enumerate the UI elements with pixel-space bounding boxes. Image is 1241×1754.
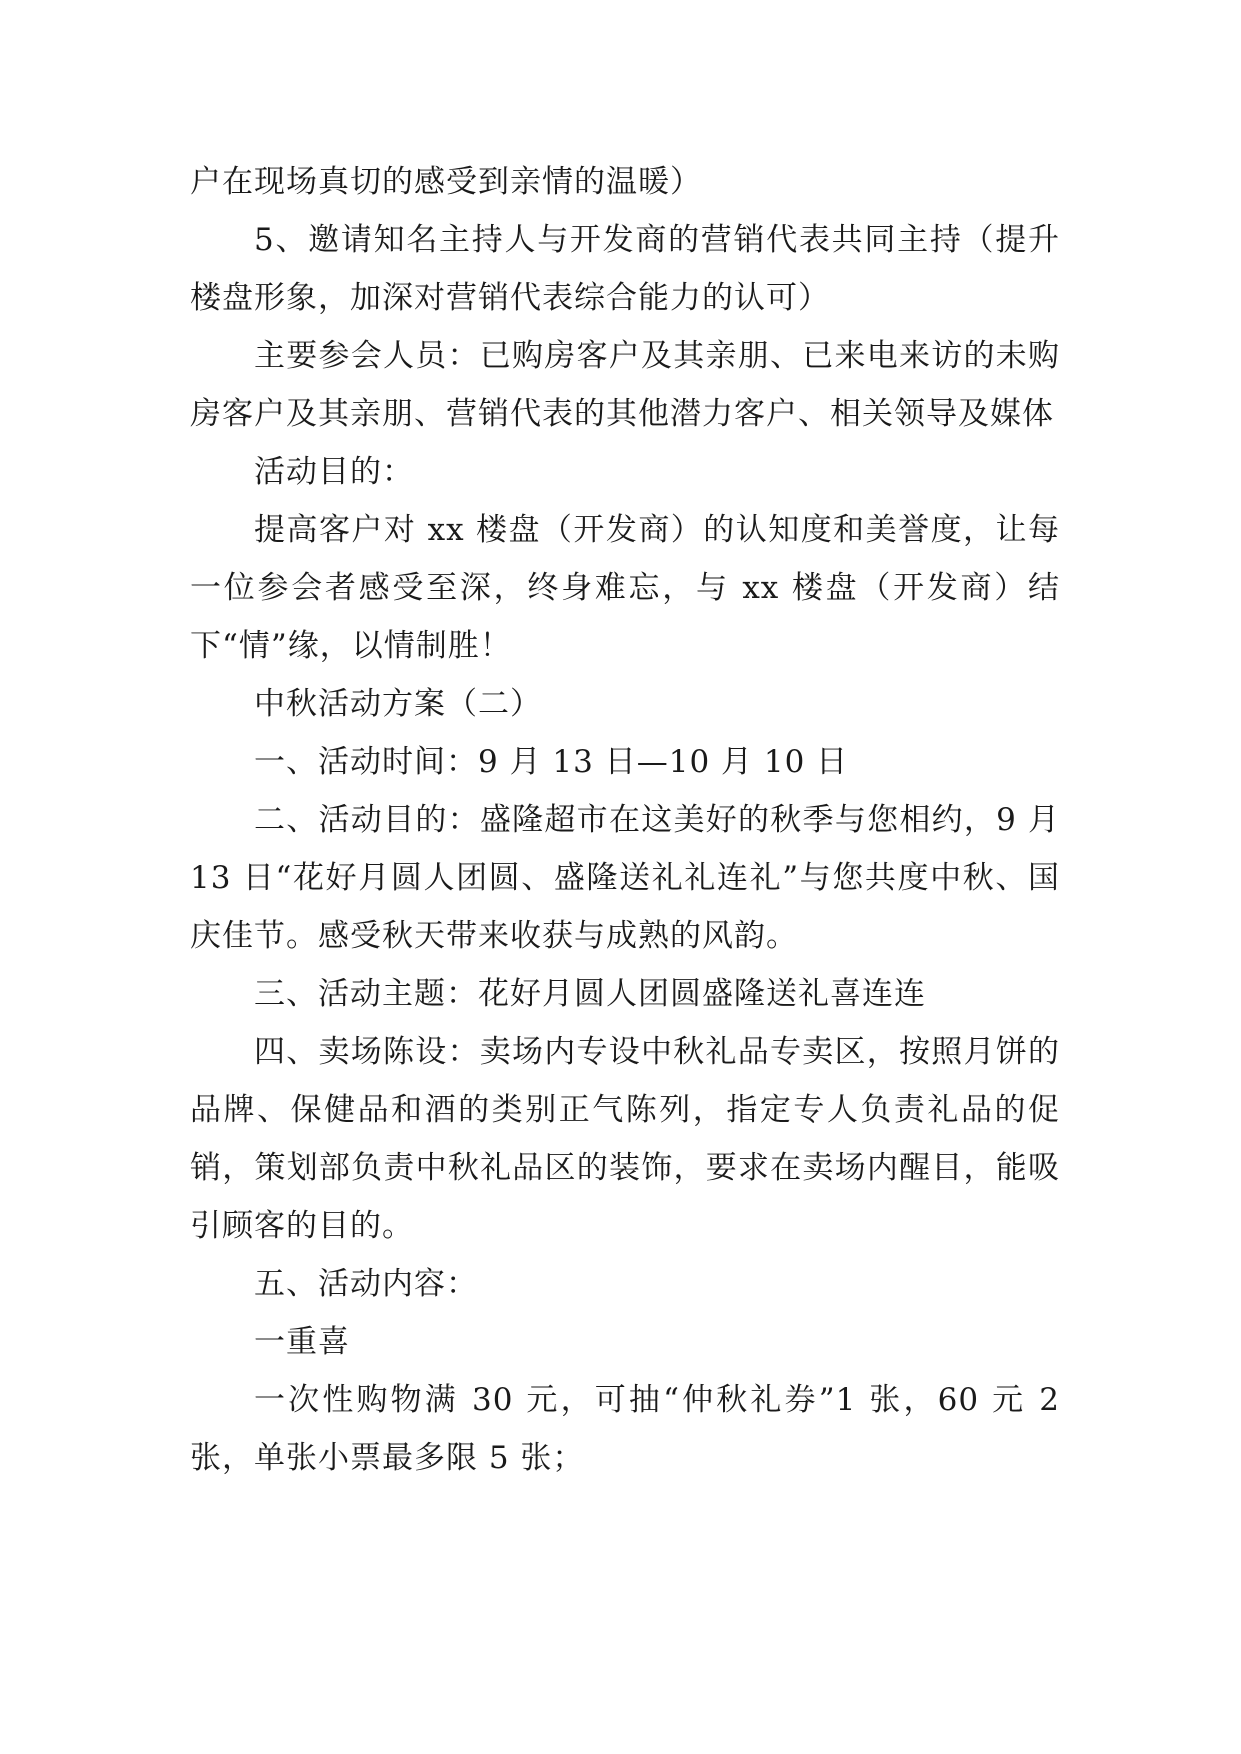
paragraph-9: 三、活动主题：花好月圆人团圆盛隆送礼喜连连 [254,976,926,1012]
paragraph-2: 5、邀请知名主持人与开发商的营销代表共同主持（提升楼盘形象，加深对营销代表综合能力的认可） [190,222,1060,316]
paragraph-10: 四、卖场陈设：卖场内专设中秋礼品专卖区，按照月饼的品牌、保健品和酒的类别正气陈列，指定专人负责礼品的促销，策划部负责中秋礼品区的装饰，要求在卖场内醒目，能吸引顾客的目的。 [190,1034,1060,1244]
document-body [190,153,1060,1487]
paragraph-12: 一重喜 [254,1324,350,1360]
paragraph-13: 一次性购物满 30 元，可抽“仲秋礼券”1 张，60 元 2 张，单张小票最多限 5 张； [190,1382,1060,1476]
paragraph-1: 户在现场真切的感受到亲情的温暖） [190,164,702,200]
paragraph-8: 二、活动目的：盛隆超市在这美好的秋季与您相约，9 月 13 日“花好月圆人团圆、盛隆送礼礼连礼”与您共度中秋、国庆佳节。感受秋天带来收获与成熟的风韵。 [190,802,1060,954]
paragraph-11: 五、活动内容： [254,1266,478,1302]
paragraph-4: 活动目的： [254,454,414,490]
paragraph-5: 提高客户对 xx 楼盘（开发商）的认知度和美誉度，让每一位参会者感受至深，终身难忘，与 xx 楼盘（开发商）结下“情”缘，以情制胜！ [190,512,1060,664]
paragraph-3: 主要参会人员：已购房客户及其亲朋、已来电来访的未购房客户及其亲朋、营销代表的其他潜力客户、相关领导及媒体 [190,338,1060,432]
section-heading: 中秋活动方案（二） [254,686,542,722]
paragraph-7: 一、活动时间：9 月 13 日—10 月 10 日 [254,744,849,780]
